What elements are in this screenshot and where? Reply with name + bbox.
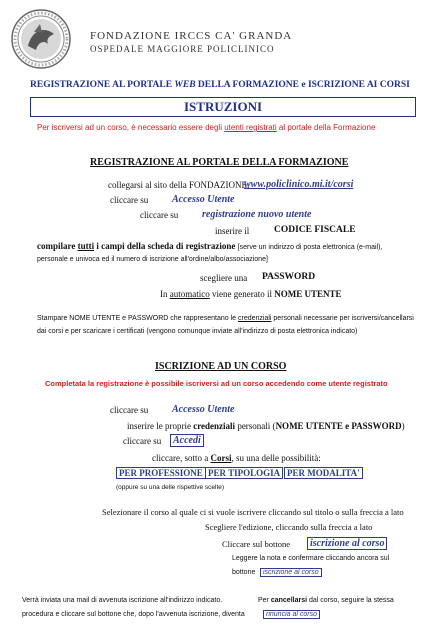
- automatico-pre: In: [160, 289, 170, 299]
- inserire-credenziali: credenziali: [193, 421, 236, 431]
- accedi-button[interactable]: Accedi: [170, 434, 204, 447]
- corsi-line: [152, 453, 321, 463]
- per-tipologia-button[interactable]: PER TIPOLOGIA: [205, 467, 283, 479]
- title-part2: DELLA FORMAZIONE e ISCRIZIONE AI CORSI: [195, 80, 410, 90]
- completata-text: Completata la registrazione è possibile iscriversi ad un corso accedendo come utente registrato: [45, 379, 388, 388]
- automatico-post: viene generato il: [209, 289, 275, 299]
- stampare-line2: dai corsi e per scaricare i certificati (vengono comunque inviate all'indirizzo di posta elettronica indicato): [37, 328, 358, 335]
- inserire-mid: personali (: [235, 421, 276, 431]
- per-modalita-button[interactable]: PER MODALITA': [284, 467, 363, 479]
- compilare-post: i campi della scheda di registrazione: [94, 241, 238, 251]
- inserire-post: ): [401, 421, 405, 431]
- intro-post: al portale della Formazione: [276, 123, 376, 132]
- intro-utenti-registrati: utenti registrati: [224, 123, 277, 132]
- stampare-line1: [37, 315, 414, 322]
- fondazione-logo: [10, 8, 72, 70]
- istruzioni-title: ISTRUZIONI: [183, 99, 263, 114]
- cancellarsi: cancellarsi: [270, 597, 308, 604]
- accesso-utente-link-1[interactable]: Accesso Utente: [172, 194, 235, 205]
- per: Per: [258, 597, 271, 604]
- password-label: PASSWORD: [262, 272, 316, 282]
- bottone-text: bottone: [232, 569, 256, 576]
- iscrizione-al-corso-button[interactable]: iscrizione al corso: [307, 537, 387, 550]
- personale-line: personale e univoca ed il numero di iscrizione all'ordine/albo/associazione]: [37, 256, 268, 263]
- cliccare-bottone-text: Cliccare sul bottone: [222, 539, 290, 549]
- automatico: automatico: [169, 289, 210, 299]
- intro-pre: Per iscriversi ad un corso, è necessario essere degli: [37, 123, 225, 132]
- verra-inviata-text: Verrà inviata una mail di avvenuta iscrizione all'indirizzo indicato.: [22, 597, 223, 604]
- procedura-text: procedura e cliccare sul bottone che, dopo l'avvenuta iscrizione, diventa: [22, 611, 245, 618]
- nome-utente: NOME UTENTE: [274, 289, 342, 299]
- inserire-il: inserire il: [215, 226, 250, 236]
- section1-heading: REGISTRAZIONE AL PORTALE DELLA FORMAZIONE: [90, 157, 349, 168]
- iscrizione-al-corso-small-button[interactable]: iscrizione al corso: [260, 568, 322, 577]
- org-name-line1: FONDAZIONE IRCCS CA' GRANDA: [90, 30, 293, 42]
- oppure-text: (oppure su una delle rispettive scelte): [116, 484, 225, 491]
- corsi-pre: cliccare, sotto a: [152, 453, 211, 463]
- per-professione-button[interactable]: PER PROFESSIONE: [116, 467, 206, 479]
- compilare-note: [serve un indirizzo di posta elettronica (e-mail),: [237, 244, 383, 251]
- istruzioni-box: [30, 97, 416, 117]
- s2-cliccare-su-1: cliccare su: [110, 405, 149, 415]
- scegliere-edizione-text: Scegliere l'edizione, cliccando sulla freccia a lato: [205, 522, 373, 532]
- corsi-post: , su una delle possibilità:: [231, 453, 321, 463]
- leggere-text: Leggere la nota e confermare cliccando ancora sul: [232, 555, 390, 562]
- automatico-line: [160, 289, 342, 299]
- cancellarsi-line: [258, 597, 394, 604]
- registrazione-nuovo-utente-link[interactable]: registrazione nuovo utente: [202, 209, 312, 220]
- selezionare-text: Selezionare il corso al quale ci si vuole iscrivere cliccando sul titolo o sulla freccia a lato: [102, 507, 404, 517]
- cliccare-su-1: cliccare su: [110, 195, 149, 205]
- section2-heading: ISCRIZIONE AD UN CORSO: [155, 361, 287, 372]
- codice-fiscale: CODICE FISCALE: [274, 225, 356, 235]
- title-web: WEB: [174, 80, 196, 90]
- s2-accesso-utente-link[interactable]: Accesso Utente: [172, 404, 235, 415]
- org-name-line2: OSPEDALE MAGGIORE POLICLINICO: [90, 44, 275, 54]
- cliccare-su-2: cliccare su: [140, 210, 179, 220]
- site-url-link[interactable]: www.policlinico.mi.it/corsi: [244, 179, 354, 190]
- stampare-credenziali: credenziali: [238, 315, 272, 322]
- compilare-pre: compilare: [37, 241, 78, 251]
- scegliere-una: scegliere una: [200, 273, 248, 283]
- compilare-line: [37, 241, 382, 251]
- stampare-pre: Stampare NOME UTENTE e PASSWORD che rappresentano le: [37, 315, 238, 322]
- collegarsi-text: collegarsi al sito della FONDAZIONE:: [108, 180, 250, 190]
- corsi-link[interactable]: Corsi: [210, 453, 232, 463]
- page-title: [30, 80, 410, 90]
- dal-corso: dal corso, seguire la stessa: [307, 597, 394, 604]
- compilare-tutti: tutti: [77, 241, 95, 251]
- s2-cliccare-su-2: cliccare su: [123, 436, 162, 446]
- inserire-pre: inserire le proprie: [127, 421, 194, 431]
- stampare-post: personali necessarie per iscriversi/cancellarsi: [271, 315, 414, 322]
- intro-text: [37, 123, 375, 132]
- title-part1: REGISTRAZIONE AL PORTALE: [30, 80, 175, 90]
- rinuncia-al-corso-button[interactable]: rinuncia al corso: [263, 610, 320, 619]
- nome-utente-password: NOME UTENTE e PASSWORD: [275, 421, 402, 431]
- inserire-credenziali-line: [127, 421, 405, 431]
